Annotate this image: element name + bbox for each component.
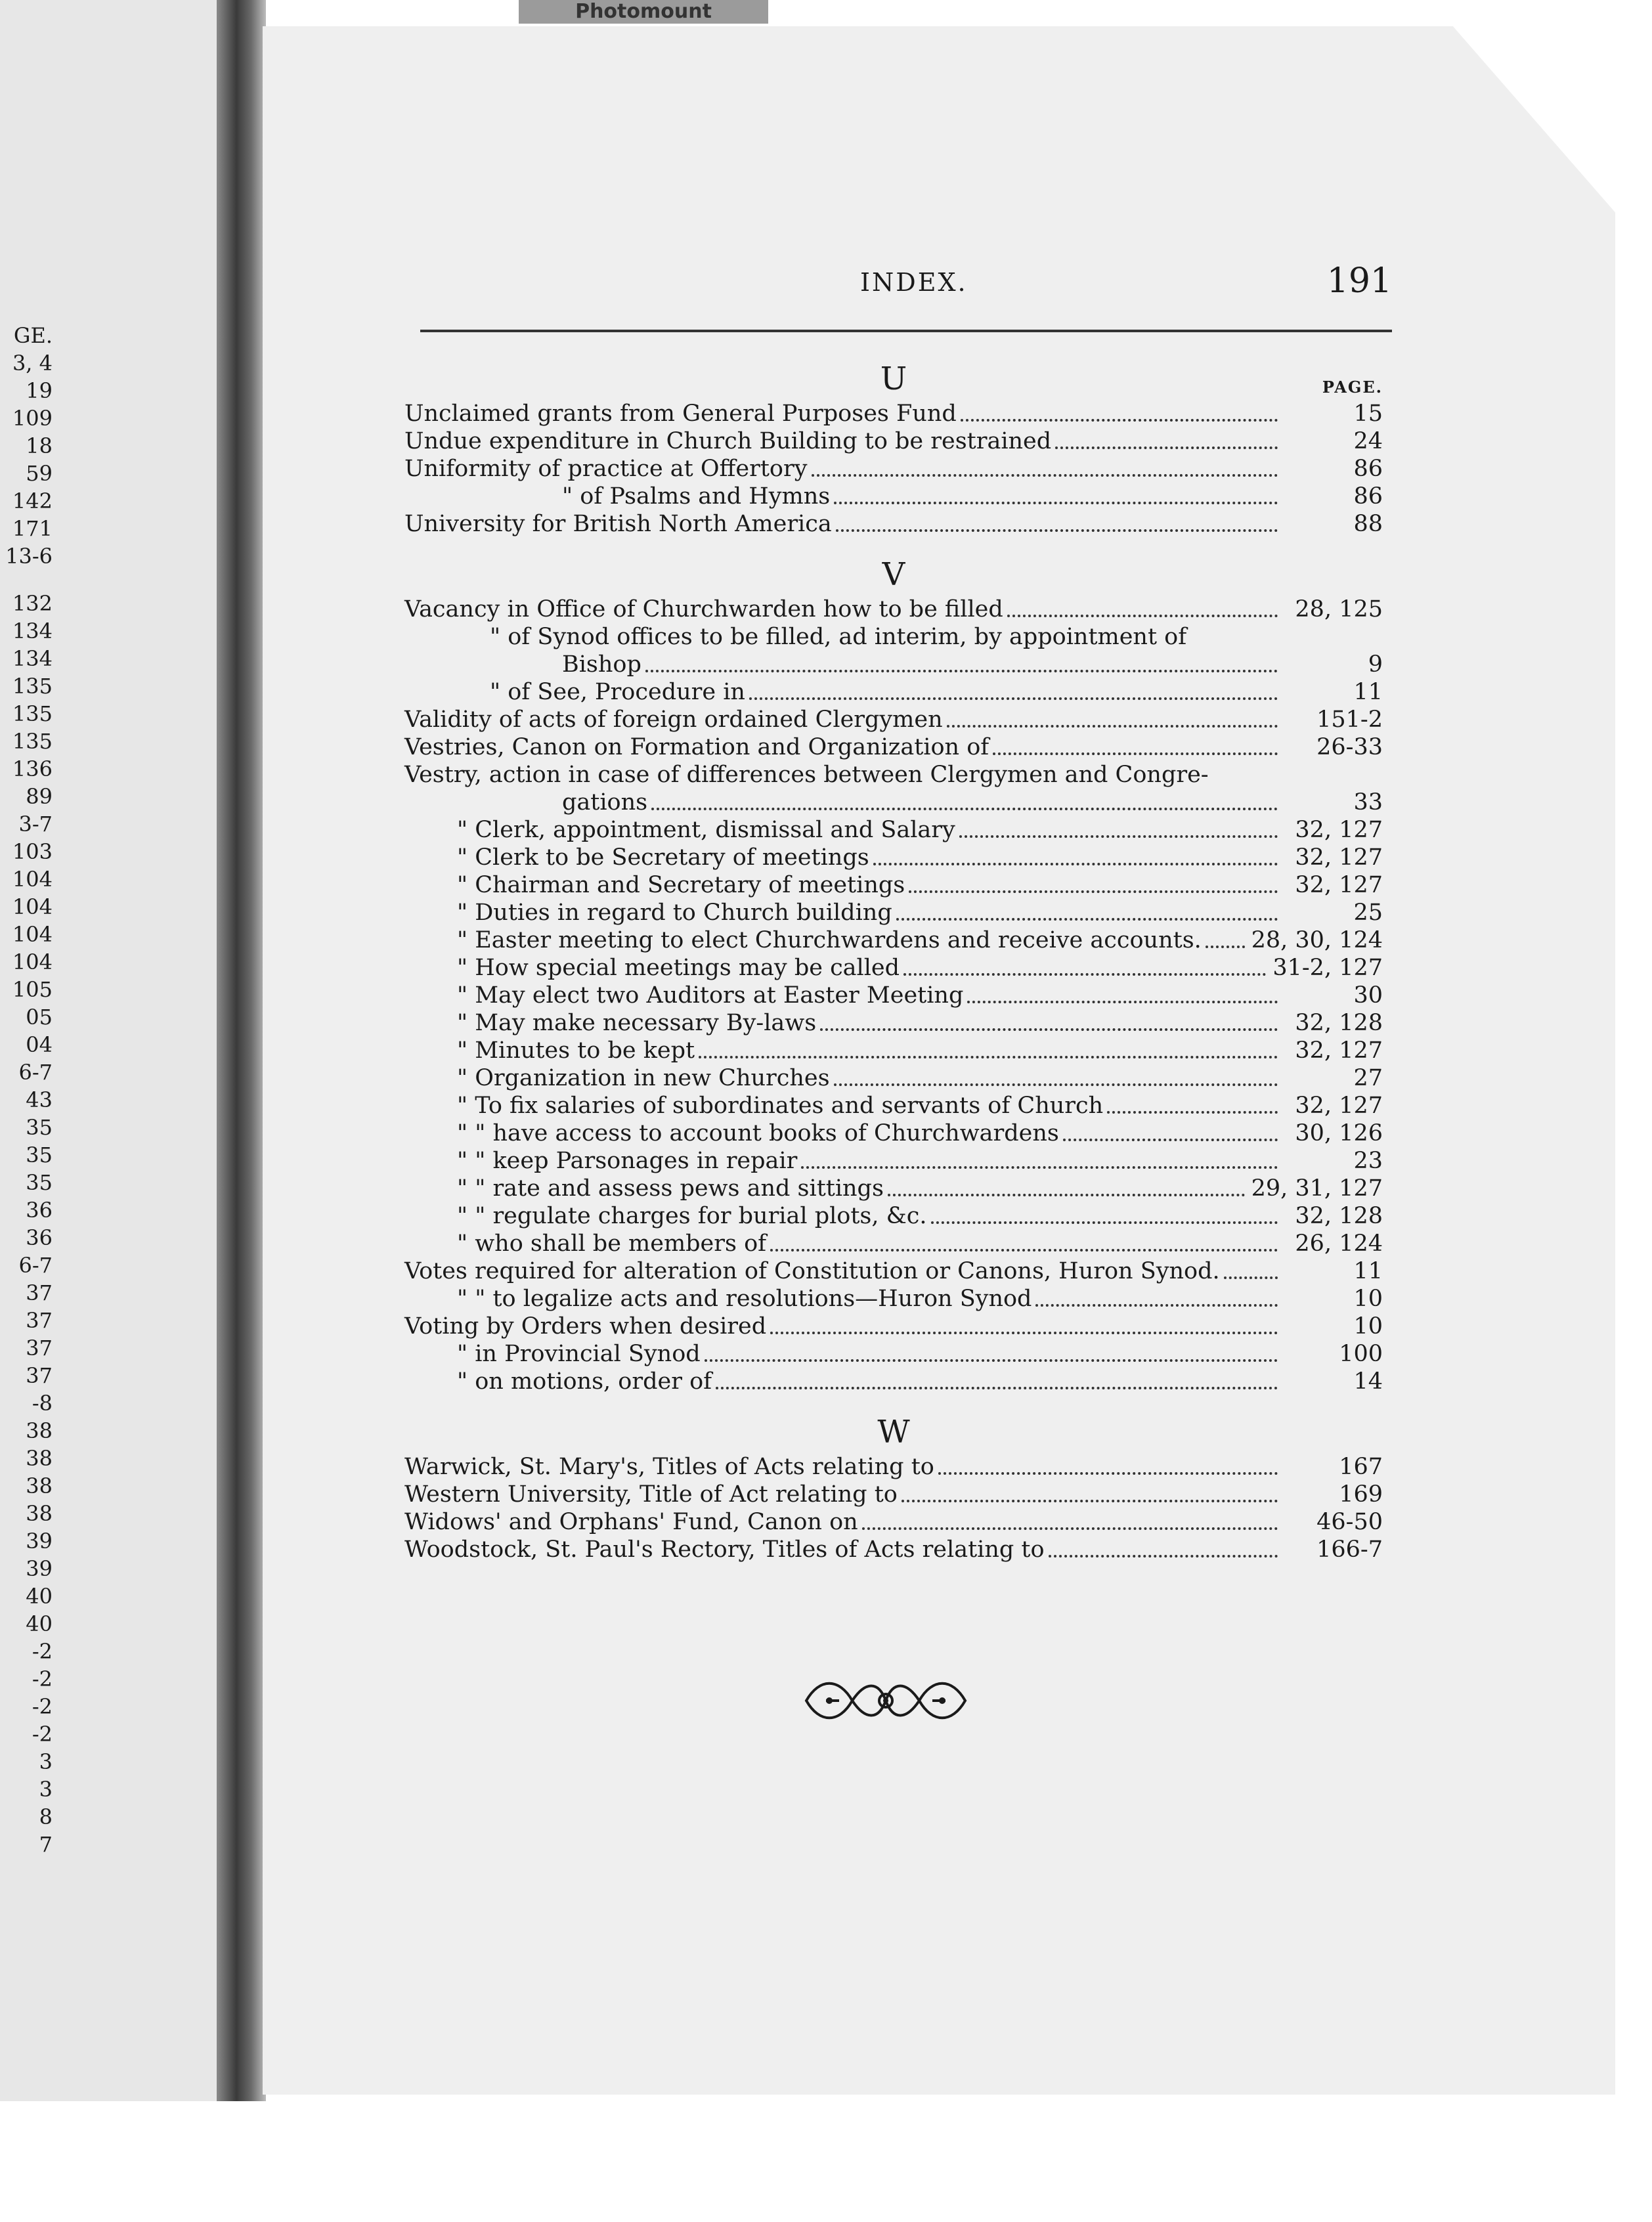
entry-page: 46-50 (1316, 1509, 1383, 1535)
margin-number: 38 (26, 1418, 53, 1443)
index-entry (404, 1037, 1383, 1064)
entry-page: 32, 127 (1295, 817, 1383, 843)
margin-number: 38 (26, 1446, 53, 1471)
margin-number: 04 (26, 1032, 53, 1057)
margin-number (0, 570, 53, 590)
dot-leader (1224, 1276, 1278, 1279)
dot-leader (1063, 1139, 1278, 1141)
margin-number: 05 (26, 1005, 53, 1030)
entry-text: " How special meetings may be called (457, 955, 900, 981)
entry-page: 14 (1353, 1368, 1383, 1395)
index-entry (404, 1092, 1383, 1120)
index-entry (404, 1313, 1383, 1340)
entry-text: " Clerk, appointment, dismissal and Salary (457, 817, 955, 843)
entry-text: Vestries, Canon on Formation and Organization of (404, 734, 989, 760)
index-entry (404, 871, 1383, 899)
margin-number: 36 (26, 1225, 53, 1250)
dot-leader (812, 474, 1278, 477)
margin-number: 37 (26, 1336, 53, 1361)
dot-leader (938, 1472, 1278, 1475)
entry-page: 26-33 (1316, 734, 1383, 760)
dot-leader (1035, 1304, 1278, 1307)
index-entry (404, 1453, 1383, 1481)
entry-page: 100 (1339, 1341, 1383, 1367)
entry-text: Woodstock, St. Paul's Rectory, Titles of Acts relating to (404, 1536, 1045, 1563)
margin-number: 3 (39, 1749, 53, 1774)
entry-text: Vestry, action in case of differences between Clergymen and Congre- (404, 762, 1209, 788)
index-entry (404, 1481, 1383, 1508)
entry-page: 32, 128 (1295, 1203, 1383, 1229)
photomount-tab: Photomount (519, 0, 768, 24)
entry-page: 32, 127 (1295, 1037, 1383, 1064)
margin-number: 37 (26, 1308, 53, 1333)
dot-leader (959, 835, 1278, 838)
entry-text: Unclaimed grants from General Purposes Fund (404, 401, 957, 427)
dot-leader (834, 502, 1278, 504)
entry-page: 32, 128 (1295, 1010, 1383, 1036)
entry-text: " " regulate charges for burial plots, &c. (457, 1203, 927, 1229)
dot-leader (967, 1001, 1278, 1003)
entry-page: 30, 126 (1295, 1120, 1383, 1146)
entry-text: " of See, Procedure in (490, 679, 745, 705)
dot-leader (873, 863, 1278, 865)
index-entry (404, 982, 1383, 1009)
index-entry (404, 926, 1383, 954)
margin-number: 104 (12, 867, 53, 892)
entry-page: 86 (1353, 483, 1383, 510)
dot-leader (1049, 1555, 1278, 1558)
entry-page: 25 (1353, 900, 1383, 926)
index-entry (404, 1147, 1383, 1175)
dot-leader (836, 529, 1278, 532)
index-entry (404, 1064, 1383, 1092)
entry-text: " " have access to account books of Churchwardens (457, 1120, 1059, 1146)
section-letter: W (877, 1414, 910, 1450)
dot-leader (947, 725, 1278, 728)
index-entry (404, 954, 1383, 982)
entry-page: 28, 125 (1295, 596, 1383, 622)
margin-number: -2 (32, 1639, 53, 1664)
entry-page: 32, 127 (1295, 872, 1383, 898)
index-entry (404, 1175, 1383, 1202)
entry-page: 33 (1353, 789, 1383, 816)
entry-page: 9 (1368, 651, 1383, 678)
margin-number: 132 (12, 591, 53, 616)
entry-text: " who shall be members of (457, 1231, 767, 1257)
margin-number: 89 (26, 784, 53, 809)
entry-page: 32, 127 (1295, 844, 1383, 871)
index-entry (404, 1536, 1383, 1563)
entry-text: gations (562, 789, 648, 816)
dot-leader (903, 973, 1266, 976)
dot-leader (1206, 946, 1245, 948)
index-entry (404, 733, 1383, 761)
margin-number: 135 (12, 674, 53, 699)
entry-text: " of Synod offices to be filled, ad interim, by appointment of (490, 624, 1187, 650)
margin-number: -2 (32, 1694, 53, 1719)
page-number: 191 (1326, 261, 1392, 301)
entry-page: 10 (1353, 1313, 1383, 1340)
margin-number: 38 (26, 1501, 53, 1526)
index-entry (404, 1202, 1383, 1230)
index-entry (404, 510, 1383, 538)
entry-page: 32, 127 (1295, 1093, 1383, 1119)
entry-page: 166-7 (1316, 1536, 1383, 1563)
entry-text: " Chairman and Secretary of meetings (457, 872, 905, 898)
entry-page: 11 (1353, 1258, 1383, 1284)
section-spacer (404, 1395, 1383, 1411)
dot-leader (1107, 1111, 1278, 1114)
margin-number: 3-7 (18, 812, 53, 837)
margin-number: 134 (12, 646, 53, 671)
dot-leader (931, 1221, 1278, 1224)
entry-text: " May elect two Auditors at Easter Meeting (457, 982, 964, 1009)
margin-number: 39 (26, 1529, 53, 1554)
index-entry (404, 651, 1383, 678)
margin-number: 35 (26, 1115, 53, 1140)
dot-leader (888, 1194, 1245, 1196)
index-list (404, 358, 1383, 1563)
margin-number: 35 (26, 1170, 53, 1195)
entry-text: " " to legalize acts and resolutions—Huron Synod (457, 1286, 1032, 1312)
entry-text: Widows' and Orphans' Fund, Canon on (404, 1509, 858, 1535)
dot-leader (699, 1056, 1278, 1058)
margin-number: 40 (26, 1611, 53, 1636)
margin-number: 59 (26, 461, 53, 486)
entry-text: Uniformity of practice at Offertory (404, 456, 808, 482)
margin-number: 18 (26, 433, 53, 458)
book-gutter (217, 0, 266, 2101)
entry-text: Undue expenditure in Church Building to be restrained (404, 428, 1052, 454)
dot-leader (770, 1249, 1278, 1252)
index-entry (404, 1368, 1383, 1395)
dot-leader (902, 1500, 1278, 1502)
margin-number: -2 (32, 1722, 53, 1747)
dot-leader (820, 1028, 1278, 1031)
section-letter: U (880, 360, 907, 397)
entry-text: Western University, Title of Act relating to (404, 1481, 898, 1508)
entry-text: University for British North America (404, 511, 832, 537)
dot-leader (993, 752, 1278, 755)
margin-number: 104 (12, 922, 53, 947)
entry-text: " " rate and assess pews and sittings (457, 1175, 884, 1202)
index-entry (404, 816, 1383, 844)
margin-number: 135 (12, 729, 53, 754)
margin-number: 103 (12, 839, 53, 864)
margin-number: 135 (12, 701, 53, 726)
entry-page: 151-2 (1316, 707, 1383, 733)
entry-text: Validity of acts of foreign ordained Clergymen (404, 707, 943, 733)
margin-number: 3, 4 (12, 351, 53, 376)
margin-number: 13-6 (5, 544, 53, 569)
dot-leader (645, 670, 1278, 672)
entry-page: 29, 31, 127 (1251, 1175, 1383, 1202)
margin-number: 3 (39, 1777, 53, 1802)
entry-text: " of Psalms and Hymns (562, 483, 831, 510)
dot-leader (1007, 615, 1278, 617)
entry-page: 31-2, 127 (1272, 955, 1383, 981)
margin-number: 8 (39, 1804, 53, 1829)
entry-page: 11 (1353, 679, 1383, 705)
entry-text: " in Provincial Synod (457, 1341, 701, 1367)
margin-number: 136 (12, 756, 53, 781)
dot-leader (716, 1387, 1278, 1389)
ornament-icon (800, 1671, 972, 1730)
margin-number: 43 (26, 1087, 53, 1112)
entry-page: 23 (1353, 1148, 1383, 1174)
page-column-header: PAGE. (1322, 378, 1383, 397)
dot-leader (834, 1083, 1278, 1086)
entry-page: 27 (1353, 1065, 1383, 1091)
entry-text: Voting by Orders when desired (404, 1313, 767, 1340)
entry-text: Bishop (562, 651, 641, 678)
index-entry (404, 483, 1383, 510)
entry-text: " Clerk to be Secretary of meetings (457, 844, 869, 871)
dot-leader (896, 918, 1278, 921)
margin-number: 171 (12, 516, 53, 541)
margin-number: 104 (12, 949, 53, 974)
index-entry (404, 427, 1383, 455)
index-entry (404, 596, 1383, 623)
dot-leader (1055, 447, 1278, 449)
index-entry (404, 1230, 1383, 1257)
section-spacer (404, 538, 1383, 554)
index-entry (404, 1257, 1383, 1285)
margin-number: 40 (26, 1584, 53, 1609)
left-page-margin-numbers (0, 322, 53, 1858)
header-rule (420, 330, 1392, 332)
entry-page: 167 (1339, 1454, 1383, 1480)
margin-number: -8 (32, 1391, 53, 1416)
margin-number: 38 (26, 1473, 53, 1498)
entry-page: 26, 124 (1295, 1231, 1383, 1257)
entry-page: 30 (1353, 982, 1383, 1009)
margin-number: 134 (12, 619, 53, 643)
dot-leader (770, 1332, 1278, 1334)
index-entry (404, 455, 1383, 483)
entry-text: " Minutes to be kept (457, 1037, 695, 1064)
section-letter: V (882, 556, 905, 593)
entry-page: 15 (1353, 401, 1383, 427)
entry-page: 10 (1353, 1286, 1383, 1312)
dot-leader (862, 1527, 1278, 1530)
margin-number: GE. (13, 323, 53, 348)
entry-text: Vacancy in Office of Churchwarden how to be filled (404, 596, 1003, 622)
entry-text: " May make necessary By-laws (457, 1010, 817, 1036)
entry-page: 169 (1339, 1481, 1383, 1508)
margin-number: 7 (39, 1832, 53, 1857)
entry-text: " Duties in regard to Church building (457, 900, 892, 926)
entry-page: 86 (1353, 456, 1383, 482)
margin-number: 19 (26, 378, 53, 403)
margin-number: 109 (12, 406, 53, 431)
margin-number: 6-7 (18, 1253, 53, 1278)
margin-number: 6-7 (18, 1060, 53, 1085)
margin-number: 37 (26, 1280, 53, 1305)
entry-page: 28, 30, 124 (1251, 927, 1383, 953)
entry-text: " To fix salaries of subordinates and servants of Church (457, 1093, 1104, 1119)
entry-page: 88 (1353, 511, 1383, 537)
entry-page: 24 (1353, 428, 1383, 454)
index-entry-line (404, 761, 1383, 789)
index-entry (404, 844, 1383, 871)
margin-number: 36 (26, 1198, 53, 1223)
index-entry (404, 1508, 1383, 1536)
dot-leader (961, 419, 1278, 422)
margin-number: 39 (26, 1556, 53, 1581)
page-title: INDEX. (860, 268, 968, 297)
margin-number: 142 (12, 489, 53, 513)
index-entry (404, 1285, 1383, 1313)
margin-number: -2 (32, 1666, 53, 1691)
margin-number: 35 (26, 1143, 53, 1167)
dot-leader (909, 890, 1278, 893)
index-entry (404, 789, 1383, 816)
index-entry (404, 400, 1383, 427)
index-entry (404, 706, 1383, 733)
dot-leader (651, 808, 1278, 810)
page-header (407, 261, 1392, 314)
entry-text: " " keep Parsonages in repair (457, 1148, 798, 1174)
entry-text: " on motions, order of (457, 1368, 712, 1395)
index-entry (404, 678, 1383, 706)
entry-text: " Organization in new Churches (457, 1065, 830, 1091)
index-entry (404, 1009, 1383, 1037)
dot-leader (749, 697, 1278, 700)
margin-number: 104 (12, 894, 53, 919)
dot-leader (705, 1359, 1278, 1362)
entry-text: Votes required for alteration of Constitution or Canons, Huron Synod. (404, 1258, 1220, 1284)
dot-leader (801, 1166, 1278, 1169)
entry-text: Warwick, St. Mary's, Titles of Acts relating to (404, 1454, 934, 1480)
margin-number: 37 (26, 1363, 53, 1388)
index-entry (404, 1340, 1383, 1368)
margin-number: 105 (12, 977, 53, 1002)
entry-text: " Easter meeting to elect Churchwardens and receive accounts. (457, 927, 1202, 953)
index-entry (404, 1120, 1383, 1147)
index-entry (404, 899, 1383, 926)
index-entry-line (404, 623, 1383, 651)
